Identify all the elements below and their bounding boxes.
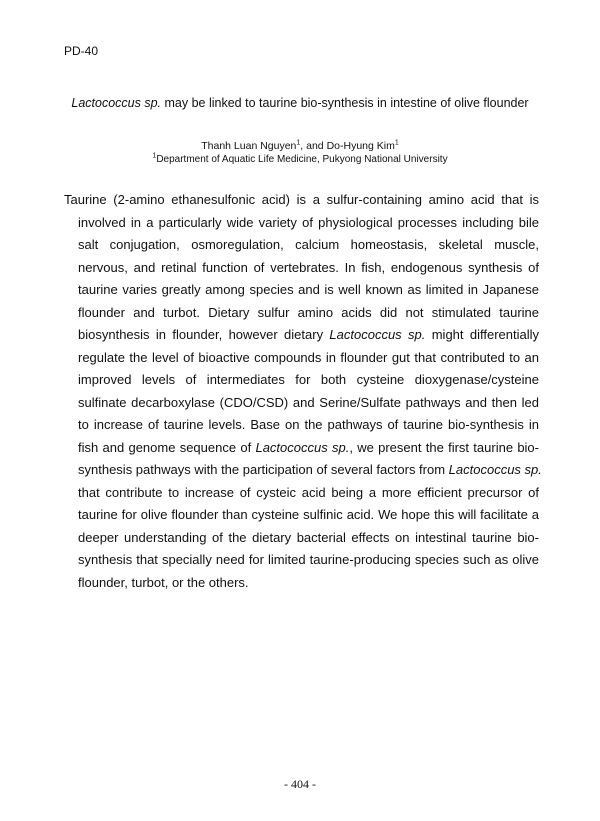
species-name: Lactococcus sp. xyxy=(255,439,350,455)
author-2: Do-Hyung Kim xyxy=(326,140,395,152)
abstract-line: deeper understanding of the dietary bacterial effects on intestinal taurine bio- xyxy=(78,529,539,545)
abstract-line: improved levels of intermediates for both cysteine dioxygenase/cysteine xyxy=(78,372,539,387)
text-run: biosynthesis in flounder, however dietary xyxy=(78,327,330,342)
text-run: might differentially xyxy=(425,327,539,342)
species-name: Lactococcus sp. xyxy=(448,462,542,477)
abstract-line: nervous, and retinal function of vertebrates. In fish, endogenous synthesis of xyxy=(78,259,539,275)
authors xyxy=(0,140,600,152)
affiliation-text: Department of Aquatic Life Medicine, Pukyong National University xyxy=(156,154,448,165)
abstract-line: synthesis that specially need for limited taurine-producing species such as olive xyxy=(78,552,539,567)
author-2-affiliation-mark: 1 xyxy=(394,139,399,147)
abstract-line xyxy=(64,437,539,460)
author-1: Thanh Luan Nguyen xyxy=(201,140,297,152)
text-run: , we present the first taurine bio- xyxy=(349,439,539,455)
abstract-line: Taurine (2-amino ethanesulfonic acid) is a sulfur-containing amino acid that is xyxy=(64,192,539,207)
title-italic-species: Lactococcus sp. xyxy=(71,96,162,110)
abstract-line: to increase of taurine levels. Base on the pathways of taurine bio-synthesis in xyxy=(78,417,539,432)
title-rest: may be linked to taurine bio-synthesis in intestine of olive flounder xyxy=(161,96,529,110)
species-name: Lactococcus sp. xyxy=(329,327,426,342)
author-1-affiliation-mark: 1 xyxy=(296,139,301,147)
abstract-line: flounder, turbot, or the others. xyxy=(78,574,249,590)
abstract-line: that contribute to increase of cysteic acid being a more efficient precursor of xyxy=(78,484,539,500)
text-run: synthesis pathways with the participation of several factors from xyxy=(78,462,449,477)
abstract-line: salt conjugation, osmoregulation, calcium homeostasis, skeletal muscle, xyxy=(78,237,539,252)
text-run: fish and genome sequence of xyxy=(78,439,256,455)
page-number: - 404 - xyxy=(284,777,316,791)
abstract-title xyxy=(0,96,600,110)
abstract-line xyxy=(64,324,539,347)
abstract-line: flounder and turbot. Dietary sulfur amino acids did not stimulated taurine xyxy=(78,304,539,320)
abstract-line xyxy=(64,459,542,482)
abstract-code: PD-40 xyxy=(64,44,99,58)
abstract-body xyxy=(64,189,542,594)
author-separator: , and xyxy=(300,140,327,152)
abstract-line: taurine varies greatly among species and is well known as limited in Japanese xyxy=(78,282,539,297)
affiliation-mark: 1 xyxy=(152,152,157,160)
abstract-line: involved in a particularly wide variety of physiological processes including bile xyxy=(78,214,539,230)
affiliation xyxy=(0,154,600,165)
abstract-line: regulate the level of bioactive compounds in flounder gut that contributed to an xyxy=(78,349,539,365)
abstract-line: taurine for olive flounder than cysteine sulfinic acid. We hope this will facilitate a xyxy=(78,507,539,522)
abstract-line: sulfinate decarboxylase (CDO/CSD) and Serine/Sulfate pathways and then led xyxy=(78,394,539,410)
